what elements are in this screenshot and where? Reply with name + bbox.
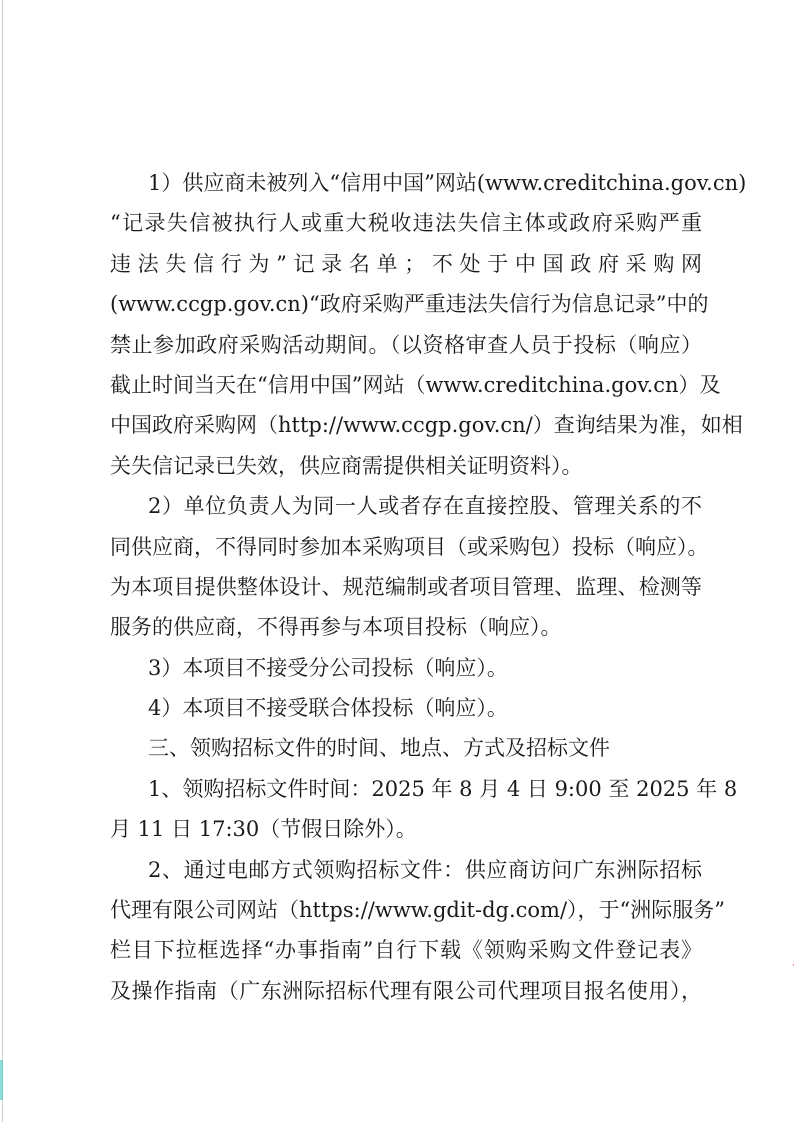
document-body (110, 163, 747, 1011)
scan-edge-line (2, 0, 3, 1122)
paragraph-line: (www.ccgp.gov.cn)“政府采购严重违法失信行为信息记录”中的 (110, 292, 709, 317)
scan-edge-mark (0, 1060, 3, 1100)
paragraph-line: 及操作指南（广东洲际招标代理有限公司代理项目报名使用）， (110, 978, 702, 1003)
paragraph-line: 禁止参加政府采购活动期间。（以资格审查人员于投标（响应） (110, 332, 702, 357)
paragraph-line: 1）供应商未被列入“信用中国”网站(www.creditchina.gov.cn) (148, 171, 747, 195)
paragraph-line: 关失信记录已失效，供应商需提供相关证明资料）。 (110, 453, 583, 478)
paragraph-line: 月 11 日 17:30（节假日除外）。 (110, 817, 417, 842)
paragraph-line: 栏目下拉框选择“办事指南”自行下载《领购采购文件登记表》 (110, 938, 702, 963)
paragraph-line: 代理有限公司网站（https://www.gdit-dg.com/），于“洲际服务” (110, 898, 726, 923)
paragraph-line: 三、领购招标文件的时间、地点、方式及招标文件 (148, 736, 610, 761)
paragraph-line: 为本项目提供整体设计、规范编制或者项目管理、监理、检测等 (110, 574, 702, 599)
paragraph-line: 3）本项目不接受分公司投标（响应）。 (148, 655, 508, 680)
paragraph-line: 2）单位负责人为同一人或者存在直接控股、管理关系的不 (148, 494, 702, 519)
paragraph-line: 截止时间当天在“信用中国”网站（www.creditchina.gov.cn）及 (110, 372, 721, 397)
paragraph-line: 同供应商，不得同时参加本采购项目（或采购包）投标（响应）。 (110, 534, 709, 559)
paragraph-line: 1、领购招标文件时间：2025 年 8 月 4 日 9:00 至 2025 年 8 (148, 776, 738, 801)
paragraph-line: 4）本项目不接受联合体投标（响应）。 (148, 696, 508, 721)
paragraph-line: “记录失信被执行人或重大税收违法失信主体或政府采购严重 (110, 211, 702, 236)
seal-stamp-partial (768, 905, 794, 1035)
paragraph-line: 违法失信行为”记录名单；不处于中国政府采购网 (110, 251, 702, 276)
paragraph-line: 2、通过电邮方式领购招标文件：供应商访问广东洲际招标 (148, 857, 702, 882)
paragraph-line: 中国政府采购网（http://www.ccgp.gov.cn/）查询结果为准，如相 (110, 413, 743, 438)
paragraph-line: 服务的供应商，不得再参与本项目投标（响应）。 (110, 615, 562, 640)
